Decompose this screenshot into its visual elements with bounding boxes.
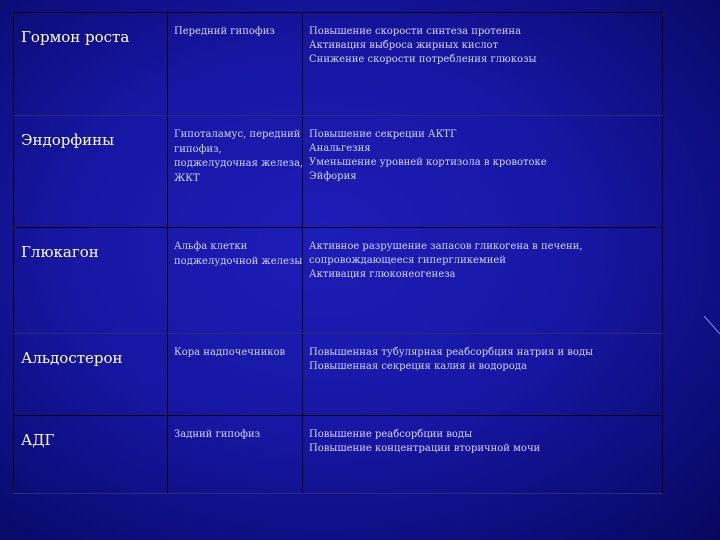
effect-line: Повышение скорости синтеза протеина [309, 26, 522, 37]
hormone-effects [303, 334, 663, 416]
table-row [14, 13, 663, 116]
effect-line: Повышение секреции АКТГ [309, 129, 457, 140]
hormone-source [168, 416, 303, 494]
hormone-name: Эндорфины [14, 116, 168, 228]
effect-line: Снижение скорости потребления глюкозы [309, 54, 537, 65]
decorative-slash-line [704, 316, 720, 334]
table-row [14, 116, 663, 228]
hormone-name: АДГ [14, 416, 168, 494]
hormone-source [168, 116, 303, 228]
source-line: поджелудочная железа, [174, 158, 304, 169]
hormone-name: Гормон роста [14, 13, 168, 116]
effect-line: Повышенная секреция калия и водорода [309, 361, 527, 372]
source-line: Гипоталамус, передний [174, 129, 301, 140]
source-line: гипофиз, [174, 143, 222, 155]
effect-line: Повышенная тубулярная реабсорбция натрия и воды [309, 347, 594, 358]
table-row [14, 228, 663, 334]
effect-line: Эйфория [309, 171, 357, 182]
effect-line: Повышение концентрации вторичной мочи [309, 443, 541, 454]
source-line: Кора надпочечников [174, 347, 286, 358]
hormone-table [13, 12, 663, 494]
hormone-effects [303, 416, 663, 494]
hormone-name: Альдостерон [14, 334, 168, 416]
table-body [14, 13, 663, 494]
table-row [14, 334, 663, 416]
hormone-effects [303, 116, 663, 228]
effect-line: Уменьшение уровней кортизола в кровотоке [309, 157, 547, 168]
effect-line: Анальгезия [309, 143, 371, 154]
hormone-source [168, 228, 303, 334]
source-line: поджелудочной железы [174, 255, 303, 267]
hormone-effects [303, 228, 663, 334]
hormone-effects [303, 13, 663, 116]
source-line: Задний гипофиз [174, 429, 261, 440]
effect-line: Активация выброса жирных кислот [309, 40, 499, 51]
table-row [14, 416, 663, 494]
hormone-source [168, 334, 303, 416]
source-line: Передний гипофиз [174, 26, 275, 37]
hormone-name: Глюкагон [14, 228, 168, 334]
effect-line: Активное разрушение запасов гликогена в печени, [309, 241, 583, 252]
source-line: Альфа клетки [174, 241, 248, 252]
effect-line: Повышение реабсорбции воды [309, 429, 473, 440]
effect-line: Активация глюконеогенеза [309, 269, 456, 280]
effect-line: сопровождающееся гипергликемией [309, 255, 506, 266]
source-line: ЖКТ [174, 172, 200, 184]
hormone-source [168, 13, 303, 116]
